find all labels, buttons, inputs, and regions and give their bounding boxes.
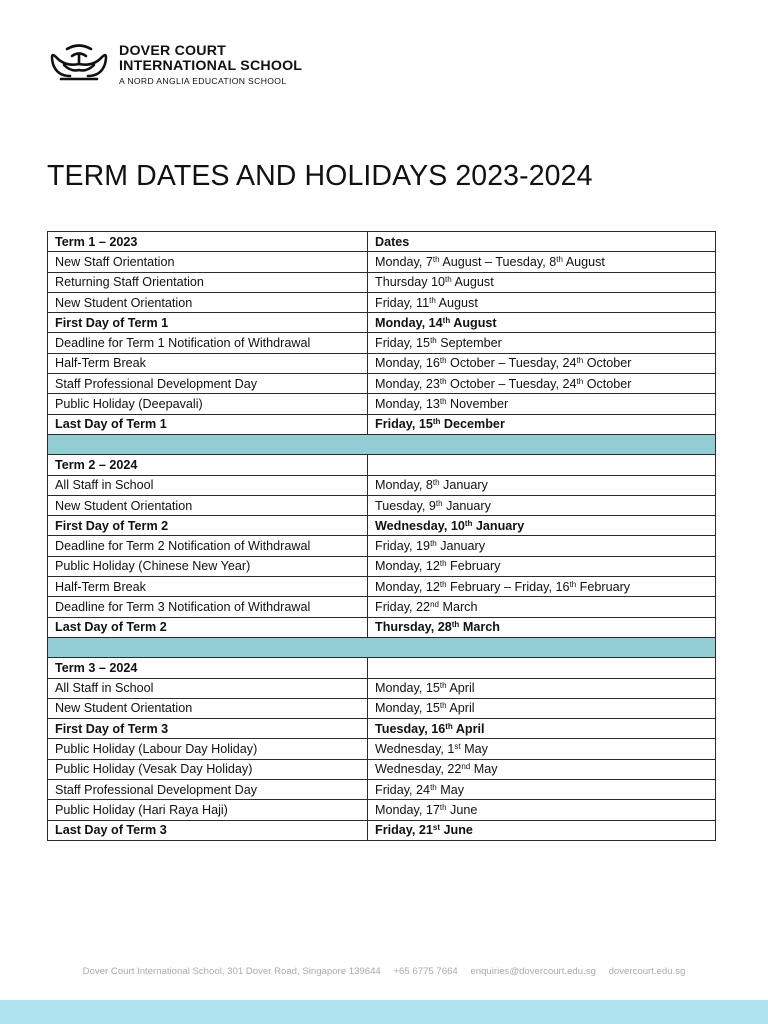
term-header-row — [48, 232, 716, 252]
term-separator-row — [48, 637, 716, 657]
date-cell: Thursday 10th August — [368, 272, 716, 292]
date-cell: Wednesday, 1st May — [368, 739, 716, 759]
term-title-cell: Term 2 – 2024 — [48, 455, 368, 475]
separator-cell — [48, 637, 716, 657]
table-row — [48, 272, 716, 292]
date-cell: Monday, 23th October – Tuesday, 24th October — [368, 374, 716, 394]
dates-header-cell — [368, 455, 716, 475]
date-cell: Friday, 15th December — [368, 414, 716, 434]
table-row — [48, 252, 716, 272]
date-cell: Monday, 16th October – Tuesday, 24th October — [368, 353, 716, 373]
event-cell: Deadline for Term 3 Notification of Withdrawal — [48, 597, 368, 617]
table-row — [48, 333, 716, 353]
crest-icon — [47, 43, 111, 83]
date-cell: Tuesday, 9th January — [368, 495, 716, 515]
table-row — [48, 698, 716, 718]
event-cell: All Staff in School — [48, 475, 368, 495]
date-cell: Monday, 12th February — [368, 556, 716, 576]
school-tagline: A NORD ANGLIA EDUCATION SCHOOL — [119, 76, 287, 86]
separator-cell — [48, 434, 716, 454]
table-row — [48, 536, 716, 556]
table-row — [48, 556, 716, 576]
term-header-row — [48, 455, 716, 475]
event-cell: New Student Orientation — [48, 698, 368, 718]
event-cell: Half-Term Break — [48, 353, 368, 373]
event-cell: Half-Term Break — [48, 577, 368, 597]
table-row — [48, 516, 716, 536]
table-row — [48, 394, 716, 414]
term-title-cell: Term 3 – 2024 — [48, 658, 368, 678]
dates-header-cell — [368, 658, 716, 678]
table-row — [48, 820, 716, 840]
date-cell: Monday, 7th August – Tuesday, 8th August — [368, 252, 716, 272]
term-header-row — [48, 658, 716, 678]
event-cell: New Staff Orientation — [48, 252, 368, 272]
footer-email[interactable]: enquiries@dovercourt.edu.sg — [470, 966, 596, 977]
date-cell: Friday, 15th September — [368, 333, 716, 353]
term-dates-table — [47, 231, 716, 841]
event-cell: Returning Staff Orientation — [48, 272, 368, 292]
footer-website[interactable]: dovercourt.edu.sg — [608, 966, 686, 977]
table-row — [48, 678, 716, 698]
event-cell: Deadline for Term 2 Notification of Withdrawal — [48, 536, 368, 556]
date-cell: Friday, 22nd March — [368, 597, 716, 617]
date-cell: Wednesday, 10th January — [368, 516, 716, 536]
date-cell: Monday, 17th June — [368, 800, 716, 820]
footer-phone: +65 6775 7664 — [393, 966, 458, 977]
table-row — [48, 475, 716, 495]
date-cell: Monday, 8th January — [368, 475, 716, 495]
date-cell: Friday, 11th August — [368, 292, 716, 312]
page-title: TERM DATES AND HOLIDAYS 2023-2024 — [47, 160, 593, 192]
event-cell: All Staff in School — [48, 678, 368, 698]
date-cell: Monday, 15th April — [368, 698, 716, 718]
term-separator-row — [48, 434, 716, 454]
event-cell: Last Day of Term 2 — [48, 617, 368, 637]
table-row — [48, 759, 716, 779]
date-cell: Monday, 15th April — [368, 678, 716, 698]
event-cell: Last Day of Term 3 — [48, 820, 368, 840]
event-cell: Last Day of Term 1 — [48, 414, 368, 434]
table-row — [48, 414, 716, 434]
school-name-line1: DOVER COURT — [119, 43, 227, 59]
event-cell: New Student Orientation — [48, 495, 368, 515]
date-cell: Monday, 13th November — [368, 394, 716, 414]
term-title-cell: Term 1 – 2023 — [48, 232, 368, 252]
table-row — [48, 719, 716, 739]
school-name-line2: INTERNATIONAL SCHOOL — [119, 58, 303, 74]
date-cell: Friday, 24th May — [368, 780, 716, 800]
date-cell: Monday, 14th August — [368, 313, 716, 333]
event-cell: First Day of Term 1 — [48, 313, 368, 333]
event-cell: Public Holiday (Vesak Day Holiday) — [48, 759, 368, 779]
table-row — [48, 292, 716, 312]
event-cell: Public Holiday (Hari Raya Haji) — [48, 800, 368, 820]
event-cell: First Day of Term 2 — [48, 516, 368, 536]
table-row — [48, 374, 716, 394]
event-cell: Deadline for Term 1 Notification of Withdrawal — [48, 333, 368, 353]
bottom-band — [0, 1000, 768, 1024]
footer — [0, 966, 768, 977]
date-cell: Monday, 12th February – Friday, 16th February — [368, 577, 716, 597]
date-cell: Thursday, 28th March — [368, 617, 716, 637]
event-cell: First Day of Term 3 — [48, 719, 368, 739]
table-row — [48, 617, 716, 637]
table-row — [48, 739, 716, 759]
table-row — [48, 780, 716, 800]
table-row — [48, 353, 716, 373]
event-cell: Public Holiday (Deepavali) — [48, 394, 368, 414]
date-cell: Friday, 21st June — [368, 820, 716, 840]
dates-header-cell: Dates — [368, 232, 716, 252]
table-row — [48, 577, 716, 597]
table-row — [48, 313, 716, 333]
date-cell: Friday, 19th January — [368, 536, 716, 556]
table-row — [48, 800, 716, 820]
table-row — [48, 495, 716, 515]
date-cell: Wednesday, 22nd May — [368, 759, 716, 779]
event-cell: Staff Professional Development Day — [48, 374, 368, 394]
term-dates-body — [48, 232, 716, 841]
date-cell: Tuesday, 16th April — [368, 719, 716, 739]
footer-address: Dover Court International School, 301 Dover Road, Singapore 139644 — [82, 966, 381, 977]
event-cell: Public Holiday (Chinese New Year) — [48, 556, 368, 576]
table-row — [48, 597, 716, 617]
event-cell: New Student Orientation — [48, 292, 368, 312]
event-cell: Staff Professional Development Day — [48, 780, 368, 800]
event-cell: Public Holiday (Labour Day Holiday) — [48, 739, 368, 759]
